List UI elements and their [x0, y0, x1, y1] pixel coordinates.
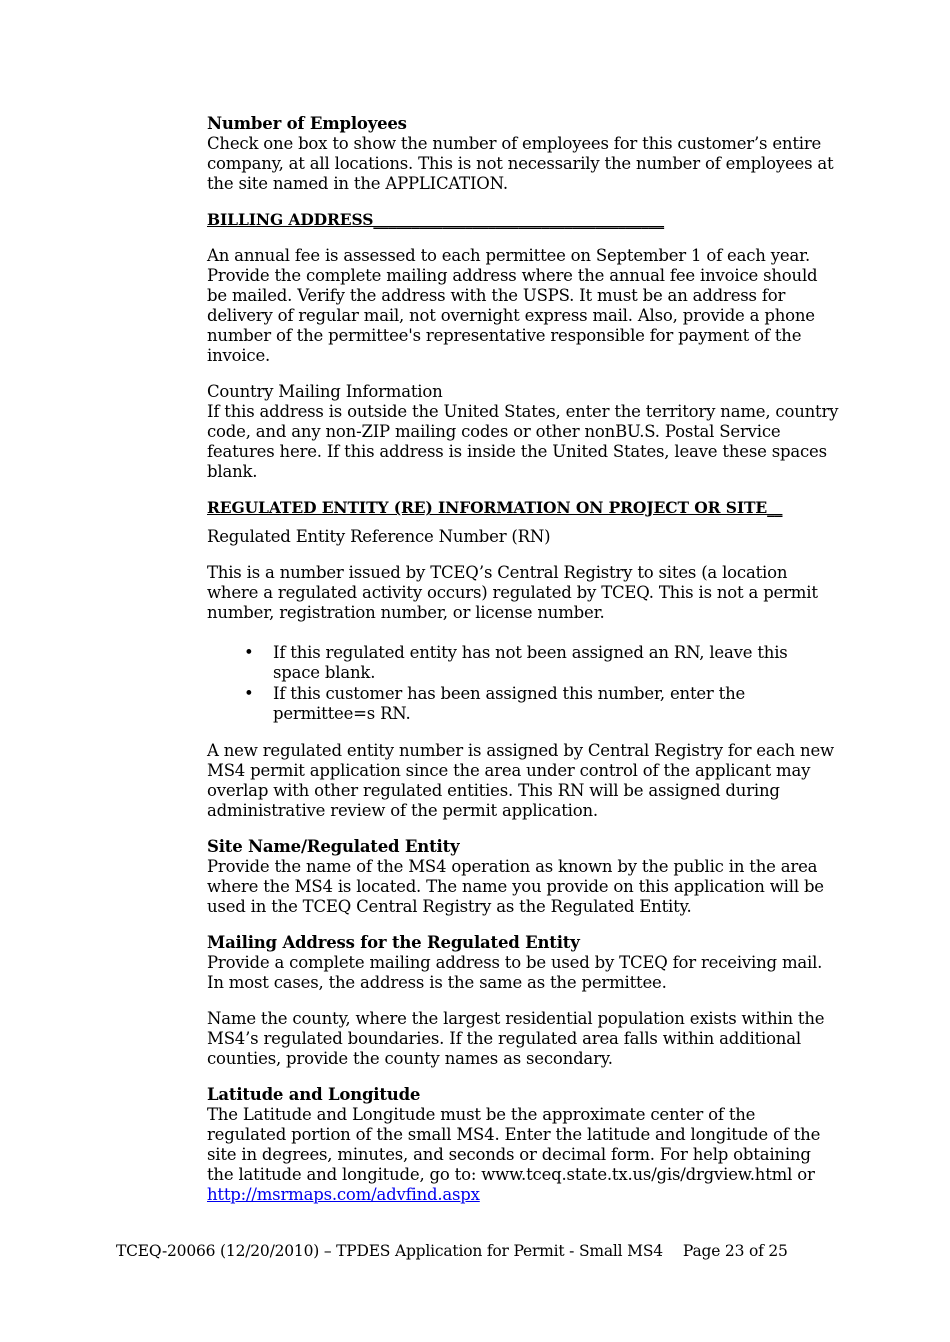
- employees-text: Check one box to show the number of employees for this customer’s entire company, at all locations. This is not necessarily the number of employees at the site named in the APPLICATION.: [207, 134, 834, 193]
- latlong-section: [207, 1085, 839, 1205]
- rn-label: Regulated Entity Reference Number (RN): [207, 527, 551, 546]
- form-id: TCEQ-20066 (12/20/2010) – TPDES Application for Permit - Small MS4: [116, 1242, 663, 1260]
- new-rn-text: A new regulated entity number is assigned by Central Registry for each new MS4 permit application since the area under control of the applicant may overlap with other regulated entities. This RN will be assigned during administrative review of the permit application.: [207, 741, 834, 820]
- latlong-text: The Latitude and Longitude must be the approximate center of the regulated portion of the small MS4. Enter the latitude and longitude of the site in degrees, minutes, and seconds or decimal form. For help obtaining the latitude and longitude, go to: www.tceq.state.tx.us/gis/drgview.html or: [207, 1105, 821, 1184]
- employees-section: [207, 114, 839, 194]
- list-item: • If this regulated entity has not been assigned an RN, leave this space blank.: [273, 643, 839, 683]
- regulated-entity-section: [207, 498, 839, 821]
- rn-bullet-list: [207, 643, 839, 724]
- mailing-address-heading: Mailing Address for the Regulated Entity: [207, 933, 580, 952]
- mailing-address-section: [207, 933, 839, 1069]
- latlong-heading: Latitude and Longitude: [207, 1085, 421, 1104]
- page-number: Page 23 of 25: [682, 1242, 788, 1260]
- regulated-entity-heading: REGULATED ENTITY (RE) INFORMATION ON PROJECT OR SITE__: [207, 498, 783, 517]
- page-footer: [116, 1241, 788, 1261]
- site-name-heading: Site Name/Regulated Entity: [207, 837, 460, 856]
- country-mailing-heading: Country Mailing Information: [207, 382, 443, 401]
- billing-heading: BILLING ADDRESS______________________________________: [207, 210, 665, 229]
- country-mailing-text: If this address is outside the United States, enter the territory name, country code, and any non-ZIP mailing codes or other nonBU.S. Postal Service features here. If this address is inside the United States, leave these spaces blank.: [207, 402, 839, 481]
- county-text: Name the county, where the largest residential population exists within the MS4’s regulated boundaries. If the regulated area falls within additional counties, provide the county names as secondary.: [207, 1009, 825, 1068]
- billing-section: [207, 210, 839, 482]
- employees-heading: Number of Employees: [207, 114, 407, 133]
- rn-text: This is a number issued by TCEQ’s Central Registry to sites (a location where a regulated activity occurs) regulated by TCEQ. This is not a permit number, registration number, or license number.: [207, 563, 818, 622]
- billing-text: An annual fee is assessed to each permittee on September 1 of each year. Provide the complete mailing address where the annual fee invoice should be mailed. Verify the address with the USPS. It must be an address for delivery of regular mail, not overnight express mail. Also, provide a phone number of the permittee's representative responsible for payment of the invoice.: [207, 246, 818, 365]
- mailing-address-text: Provide a complete mailing address to be used by TCEQ for receiving mail. In most cases, the address is the same as the permittee.: [207, 953, 823, 992]
- site-name-text: Provide the name of the MS4 operation as known by the public in the area where the MS4 is located. The name you provide on this application will be used in the TCEQ Central Registry as the Regulated Entity.: [207, 857, 824, 916]
- site-name-section: [207, 837, 839, 917]
- msrmaps-link[interactable]: http://msrmaps.com/advfind.aspx: [207, 1185, 480, 1204]
- document-body: [207, 114, 839, 1205]
- list-item: • If this customer has been assigned this number, enter the permittee=s RN.: [273, 684, 839, 724]
